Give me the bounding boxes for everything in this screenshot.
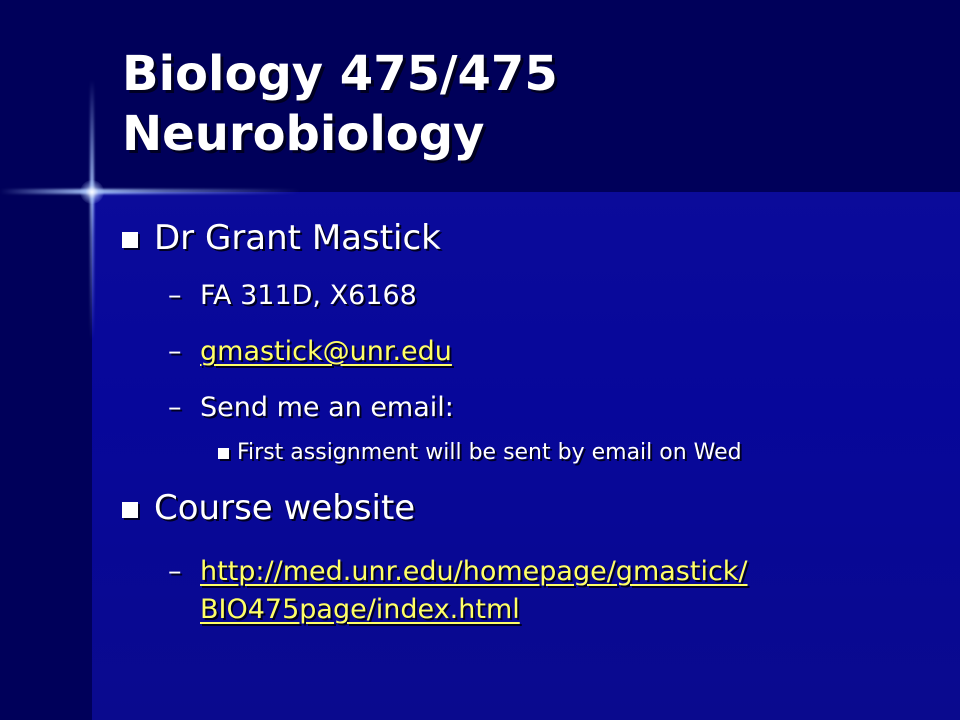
instructor-name: Dr Grant Mastick <box>154 218 441 258</box>
website-heading: Course website <box>154 488 416 528</box>
office-text: FA 311D, X6168 <box>200 280 417 311</box>
bullet-website <box>122 488 415 528</box>
square-bullet-icon <box>122 232 138 248</box>
dash-marker: – <box>168 556 182 587</box>
sub-item-website-url-cont <box>200 594 520 625</box>
dash-marker: – <box>168 336 182 367</box>
light-flare-horizontal <box>0 189 300 194</box>
sub-item-office <box>168 280 417 311</box>
light-flare-core <box>80 180 104 204</box>
dash-marker: – <box>168 392 182 423</box>
dash-marker: – <box>168 280 182 311</box>
sub-sub-item-assignment <box>218 440 742 465</box>
square-bullet-icon <box>122 502 138 518</box>
sub-item-website-url <box>168 556 748 587</box>
sub-item-email <box>168 336 452 367</box>
bullet-instructor <box>122 218 441 258</box>
sub-item-send-email <box>168 392 454 423</box>
website-url-line-1[interactable]: http://med.unr.edu/homepage/gmastick/ <box>200 556 748 587</box>
title-line-1: Biology 475/475 <box>122 46 558 102</box>
title-line-2: Neurobiology <box>122 106 485 162</box>
light-flare-vertical <box>90 80 94 340</box>
square-bullet-icon <box>218 448 229 459</box>
send-email-text: Send me an email: <box>200 392 454 423</box>
email-link[interactable]: gmastick@unr.edu <box>200 336 452 367</box>
slide-title <box>122 44 558 164</box>
assignment-text: First assignment will be sent by email on Wed <box>237 440 742 465</box>
website-url-line-2[interactable]: BIO475page/index.html <box>200 594 520 625</box>
